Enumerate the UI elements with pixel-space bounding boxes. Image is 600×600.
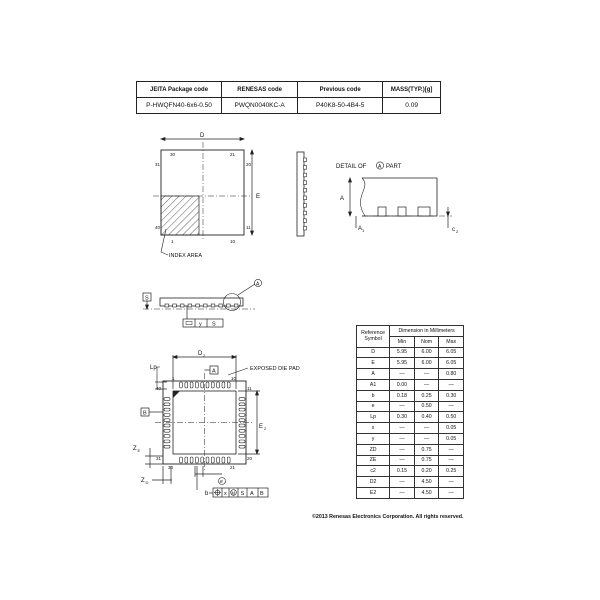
tol-y-label: y [199, 321, 202, 328]
symbol-cell: D [357, 347, 390, 358]
header-nom: Nom [414, 336, 439, 347]
top-pin-21: 21 [230, 152, 236, 157]
max-cell: 0.80 [439, 369, 464, 380]
bottom-pad [164, 424, 170, 427]
bottom-pin-1: 1 [172, 376, 175, 381]
dim-e-label: e [220, 479, 223, 485]
table-row [357, 412, 464, 423]
bottom-pad [239, 408, 245, 411]
table-row [357, 369, 464, 380]
bottom-pin-20: 20 [247, 456, 253, 461]
dim-Lp-label: Lp [150, 365, 157, 371]
dim-ZD-sub: D [145, 480, 149, 485]
min-cell: — [390, 477, 415, 488]
bottom-pad [164, 403, 170, 406]
bottom-pad [206, 382, 209, 388]
bottom-pad [180, 457, 183, 463]
detail-dim-c2-sub: 2 [456, 229, 459, 234]
min-cell: — [390, 487, 415, 498]
nom-cell: 0.20 [414, 466, 439, 477]
bottom-pad [222, 382, 225, 388]
symbol-cell: ZE [357, 455, 390, 466]
dim-ZD-label: Z [141, 478, 145, 484]
nom-cell: — [414, 433, 439, 444]
nom-cell: 0.40 [414, 412, 439, 423]
table-row [357, 401, 464, 412]
table-row [357, 358, 464, 369]
side-lead [165, 304, 169, 307]
max-cell: — [439, 401, 464, 412]
bottom-pad [185, 382, 188, 388]
dim-E2-label: E [259, 424, 264, 430]
bottom-pad [217, 382, 220, 388]
header-min: Min [390, 336, 415, 347]
detail-a-view [336, 162, 459, 234]
dim-E2-sub: 2 [264, 426, 267, 431]
table-row [357, 433, 464, 444]
header-reference-symbol: Reference Symbol [357, 326, 390, 348]
side-lead [304, 158, 307, 162]
tol-A-label: A [250, 491, 254, 497]
min-cell: 0.00 [390, 379, 415, 390]
bottom-pad [239, 445, 245, 448]
bottom-pad [227, 382, 230, 388]
nom-cell: — [414, 369, 439, 380]
symbol-cell: Lp [357, 412, 390, 423]
bottom-pad [164, 398, 170, 401]
tol-S-label-bottom: S [240, 491, 245, 497]
bottom-pad [211, 457, 214, 463]
bottom-pad [180, 382, 183, 388]
header-mass: MASS(TYP.)[g] [383, 82, 441, 98]
min-cell: — [390, 369, 415, 380]
detail-dim-A1: A [358, 226, 363, 232]
detail-dim-A1-sub: 1 [362, 228, 365, 233]
dimension-table [356, 325, 464, 499]
max-cell: — [439, 455, 464, 466]
dim-E-label: E [256, 194, 261, 200]
tol-x-label: x [224, 491, 227, 497]
max-cell: 6.05 [439, 347, 464, 358]
max-cell: 0.05 [439, 423, 464, 434]
header-previous: Previous code [298, 82, 383, 98]
bottom-pad [239, 414, 245, 417]
callout-A-circle [224, 294, 241, 311]
side-lead [211, 304, 215, 307]
top-view [153, 133, 260, 259]
symbol-cell: E [357, 358, 390, 369]
bottom-pad [185, 457, 188, 463]
dim-b-label: b [205, 491, 209, 497]
bottom-pad [239, 419, 245, 422]
symbol-cell: E2 [357, 487, 390, 498]
bottom-pad [217, 457, 220, 463]
dim-ZE-label: Z [133, 446, 137, 452]
value-mass: 0.09 [383, 98, 441, 114]
side-lead [304, 181, 307, 185]
bottom-pad [201, 382, 204, 388]
bottom-pad [164, 440, 170, 443]
dim-D2-label: D [198, 351, 203, 357]
detail-callout-letter: A [378, 164, 382, 170]
bottom-pin-31: 31 [156, 456, 162, 461]
min-cell: 5.95 [390, 358, 415, 369]
bottom-view [133, 351, 300, 497]
min-cell: 0.30 [390, 412, 415, 423]
table-row [357, 477, 464, 488]
max-cell: 6.05 [439, 358, 464, 369]
min-cell: 0.15 [390, 466, 415, 477]
min-cell: — [390, 444, 415, 455]
dim-D2-sub: 2 [203, 353, 206, 358]
bottom-pin-21: 21 [230, 465, 236, 470]
bottom-pad [164, 429, 170, 432]
bottom-pad [196, 457, 199, 463]
bottom-pad [196, 382, 199, 388]
bottom-pad [239, 403, 245, 406]
nom-cell: 0.50 [414, 401, 439, 412]
top-pin-10: 10 [230, 239, 236, 244]
dim-ZE-sub: E [137, 448, 141, 453]
max-cell: 0.25 [439, 466, 464, 477]
table-row [357, 379, 464, 390]
side-lead [188, 304, 192, 307]
header-max: Max [439, 336, 464, 347]
bottom-pad [164, 414, 170, 417]
max-cell: 0.30 [439, 390, 464, 401]
symbol-cell: A1 [357, 379, 390, 390]
symbol-cell: c2 [357, 466, 390, 477]
top-pin-11: 11 [246, 225, 251, 230]
bottom-pad [164, 419, 170, 422]
side-view-horizontal [143, 279, 262, 327]
copyright-notice: ©2013 Renesas Electronics Corporation. All rights reserved. [312, 514, 464, 520]
side-lead [234, 304, 238, 307]
symbol-cell: b [357, 390, 390, 401]
value-renesas: PWQN0040KC-A [222, 98, 298, 114]
bottom-pad [164, 435, 170, 438]
flatness-tolerance-frame [183, 319, 223, 327]
top-pin-31: 31 [155, 162, 161, 167]
top-pin-1: 1 [171, 239, 174, 244]
datum-S-label: S [145, 295, 149, 302]
side-lead [196, 304, 200, 307]
symbol-cell: A [357, 369, 390, 380]
datum-B-label: B [143, 410, 147, 417]
datum-A-label: A [212, 368, 216, 375]
value-jeita: P-HWQFN40-6x6-0.50 [137, 98, 222, 114]
side-lead [180, 304, 184, 307]
min-cell: — [390, 423, 415, 434]
table-row [357, 466, 464, 477]
bottom-pin-40: 40 [156, 386, 162, 391]
max-cell: — [439, 444, 464, 455]
bottom-pad [190, 457, 193, 463]
table-row [357, 455, 464, 466]
bottom-pad [211, 382, 214, 388]
bottom-pad [239, 435, 245, 438]
nom-cell: 4.50 [414, 477, 439, 488]
min-cell: — [390, 433, 415, 444]
symbol-cell: y [357, 433, 390, 444]
bottom-pad [239, 429, 245, 432]
bottom-pad [164, 408, 170, 411]
table-row [357, 444, 464, 455]
nom-cell: — [414, 379, 439, 390]
bottom-pad [190, 382, 193, 388]
max-cell: — [439, 487, 464, 498]
tol-S-label: S [212, 321, 216, 328]
side-lead [304, 211, 307, 215]
bottom-pad [227, 457, 230, 463]
table-row [357, 423, 464, 434]
bottom-pad [239, 424, 245, 427]
max-cell: 0.05 [439, 433, 464, 444]
index-area-label: INDEX AREA [169, 253, 203, 259]
side-lead [219, 304, 223, 307]
symbol-cell: D2 [357, 477, 390, 488]
nom-cell: 4.50 [414, 487, 439, 498]
side-lead [304, 173, 307, 177]
bottom-pin-10: 10 [231, 376, 237, 381]
detail-part-label: PART [386, 164, 402, 170]
side-lead [304, 166, 307, 170]
header-dimension: Dimension in Millimeters [390, 326, 464, 337]
side-lead [173, 304, 177, 307]
exposed-die-pad-label: EXPOSED DIE PAD [250, 366, 300, 372]
top-pin-30: 30 [170, 152, 176, 157]
symbol-cell: x [357, 423, 390, 434]
table-row [357, 347, 464, 358]
nom-cell: 0.75 [414, 444, 439, 455]
tol-M-label: M [231, 490, 235, 496]
side-lead [304, 188, 307, 192]
side-lead [304, 219, 307, 223]
symbol-cell: ZD [357, 444, 390, 455]
bottom-pad [206, 457, 209, 463]
side-lead [304, 196, 307, 200]
callout-A-label: A [256, 281, 260, 288]
bottom-pad [201, 457, 204, 463]
bottom-pad [239, 440, 245, 443]
side-lead [204, 304, 208, 307]
index-area-hatch [161, 196, 199, 235]
bottom-pin-11: 11 [247, 386, 252, 391]
min-cell: — [390, 401, 415, 412]
symbol-cell: e [357, 401, 390, 412]
side-lead [304, 204, 307, 208]
detail-dim-c2: c [452, 227, 455, 233]
min-cell: 5.95 [390, 347, 415, 358]
detail-dim-A: A [340, 196, 345, 202]
bottom-pad [239, 398, 245, 401]
table-row [357, 390, 464, 401]
bottom-pin-30: 30 [168, 465, 174, 470]
bottom-pad [222, 457, 225, 463]
detail-title: DETAIL OF [336, 164, 367, 170]
bottom-pad [164, 445, 170, 448]
side-lead [304, 226, 307, 230]
side-view-vertical [297, 152, 307, 236]
top-pin-40: 40 [155, 225, 161, 230]
dim-D-label: D [200, 133, 205, 139]
nom-cell: 6.00 [414, 358, 439, 369]
nom-cell: — [414, 423, 439, 434]
value-previous: P40K8-50-4B4-5 [298, 98, 383, 114]
max-cell: — [439, 379, 464, 390]
header-jeita: JEITA Package code [137, 82, 222, 98]
nom-cell: 0.75 [414, 455, 439, 466]
header-renesas: RENESAS code [222, 82, 298, 98]
max-cell: 0.50 [439, 412, 464, 423]
top-pin-20: 20 [246, 162, 252, 167]
nom-cell: 0.25 [414, 390, 439, 401]
min-cell: 0.18 [390, 390, 415, 401]
tol-B-label: B [260, 491, 264, 497]
min-cell: — [390, 455, 415, 466]
side-lead [227, 304, 231, 307]
nom-cell: 6.00 [414, 347, 439, 358]
table-row [357, 487, 464, 498]
max-cell: — [439, 477, 464, 488]
